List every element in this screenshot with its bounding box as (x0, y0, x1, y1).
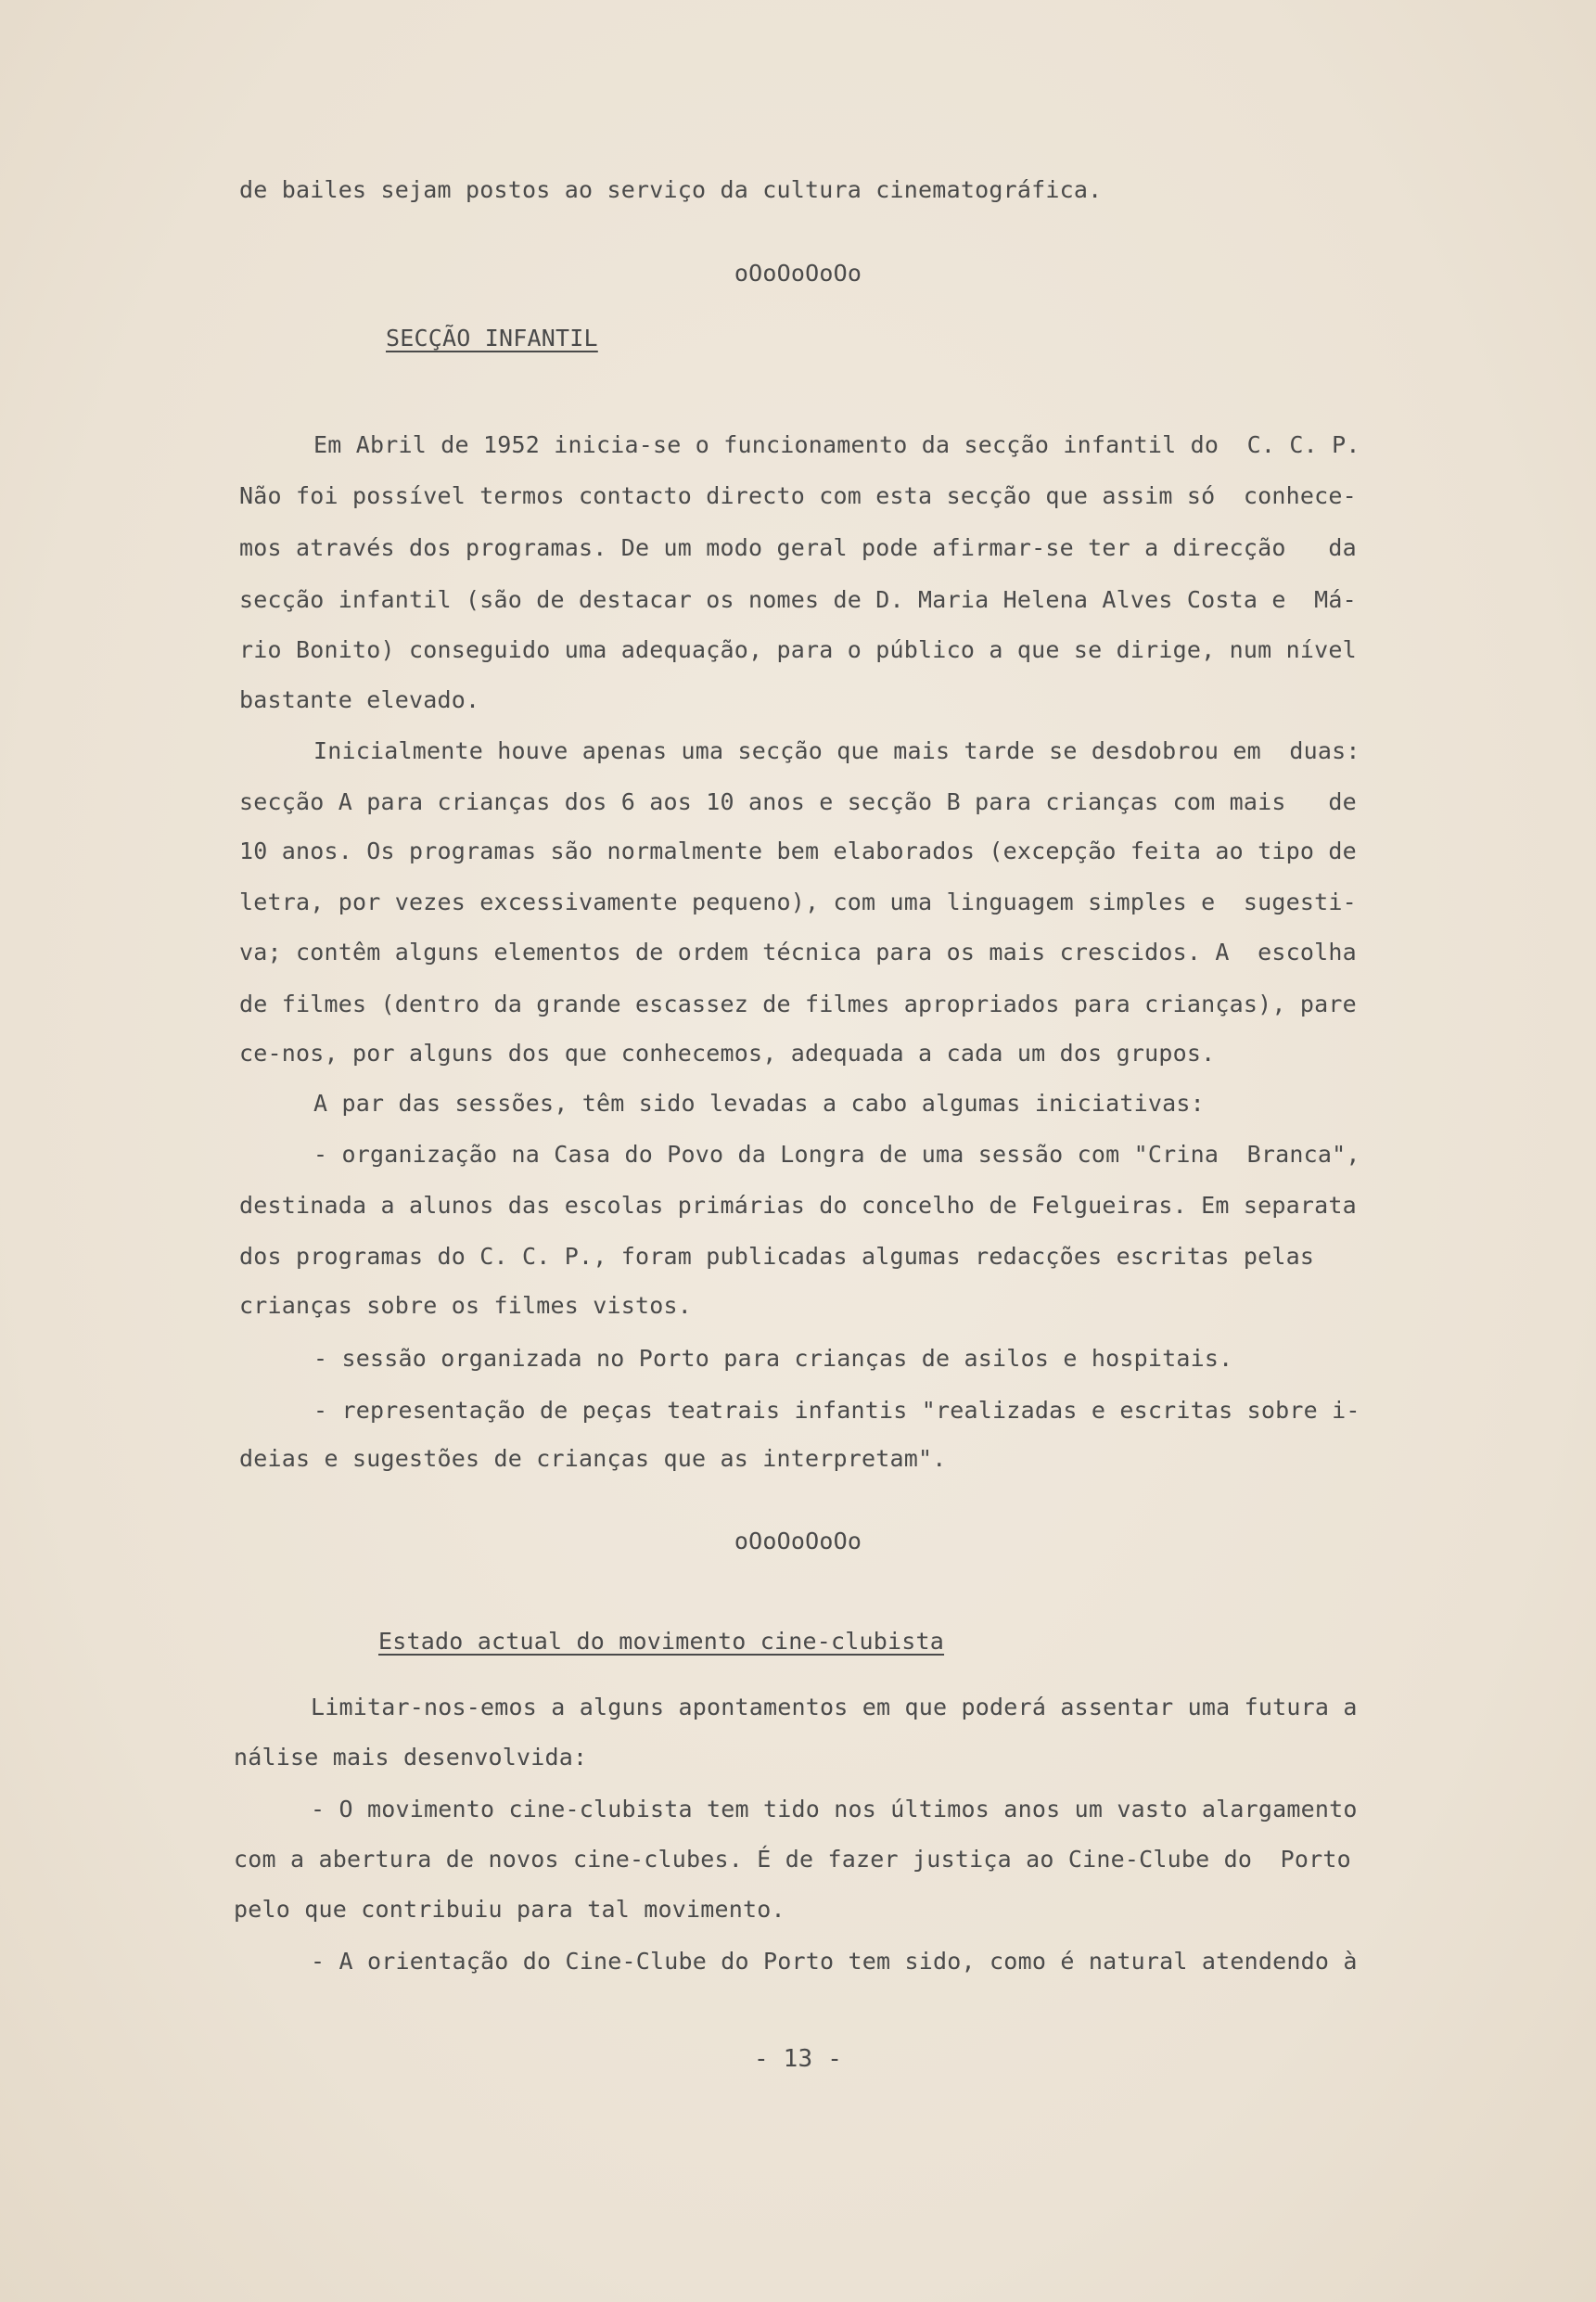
section-separator: oOoOoOoOo (734, 260, 862, 287)
body-line: com a abertura de novos cine-clubes. É de fazer justiça ao Cine-Clube do Porto (234, 1846, 1351, 1873)
page-number: - 13 - (753, 2045, 843, 2073)
body-line: A par das sessões, têm sido levadas a cabo algumas iniciativas: (313, 1090, 1205, 1117)
body-line: deias e sugestões de crianças que as interpretam". (239, 1445, 947, 1472)
body-line: letra, por vezes excessivamente pequeno), com uma linguagem simples e sugesti- (239, 889, 1357, 915)
body-line: de filmes (dentro da grande escassez de filmes apropriados para crianças), pare (239, 991, 1357, 1017)
body-line: secção A para crianças dos 6 aos 10 anos e secção B para crianças com mais de (239, 788, 1357, 815)
body-line: pelo que contribuiu para tal movimento. (234, 1896, 785, 1923)
body-line: va; contêm alguns elementos de ordem técnica para os mais crescidos. A escolha (239, 939, 1357, 966)
body-line: bastante elevado. (239, 686, 480, 713)
body-line: crianças sobre os filmes vistos. (239, 1292, 693, 1319)
body-line: - A orientação do Cine-Clube do Porto tem sido, como é natural atendendo à (311, 1948, 1358, 1975)
section-heading-infantil: SECÇÃO INFANTIL (386, 325, 598, 352)
body-line: - representação de peças teatrais infantis "realizadas e escritas sobre i- (313, 1397, 1360, 1424)
body-line: - O movimento cine-clubista tem tido nos últimos anos um vasto alargamento (311, 1796, 1358, 1822)
body-line: Não foi possível termos contacto directo com esta secção que assim só conhece- (239, 482, 1357, 509)
body-line: rio Bonito) conseguido uma adequação, para o público a que se dirige, num nível (239, 636, 1357, 663)
body-line: nálise mais desenvolvida: (234, 1744, 588, 1771)
body-line: - organização na Casa do Povo da Longra de uma sessão com "Crina Branca", (313, 1141, 1360, 1168)
body-line: ce-nos, por alguns dos que conhecemos, adequada a cada um dos grupos. (239, 1040, 1216, 1067)
body-line: destinada a alunos das escolas primárias do concelho de Felgueiras. Em separata (239, 1192, 1357, 1219)
body-line: - sessão organizada no Porto para crianças de asilos e hospitais. (313, 1345, 1233, 1372)
body-line: dos programas do C. C. P., foram publicadas algumas redacções escritas pelas (239, 1243, 1315, 1270)
body-line: Inicialmente houve apenas uma secção que mais tarde se desdobrou em duas: (313, 737, 1360, 764)
body-line: de bailes sejam postos ao serviço da cultura cinematográfica. (239, 176, 1103, 203)
body-line: Em Abril de 1952 inicia-se o funcionamento da secção infantil do C. C. P. (313, 431, 1360, 458)
body-line: Limitar-nos-emos a alguns apontamentos em que poderá assentar uma futura a (311, 1694, 1358, 1720)
section-separator: oOoOoOoOo (734, 1528, 862, 1554)
body-line: secção infantil (são de destacar os nomes de D. Maria Helena Alves Costa e Má- (239, 586, 1357, 613)
body-line: 10 anos. Os programas são normalmente bem elaborados (excepção feita ao tipo de (239, 838, 1357, 864)
body-line: mos através dos programas. De um modo geral pode afirmar-se ter a direcção da (239, 534, 1357, 561)
section-heading-estado-actual: Estado actual do movimento cine-clubista (378, 1628, 945, 1655)
